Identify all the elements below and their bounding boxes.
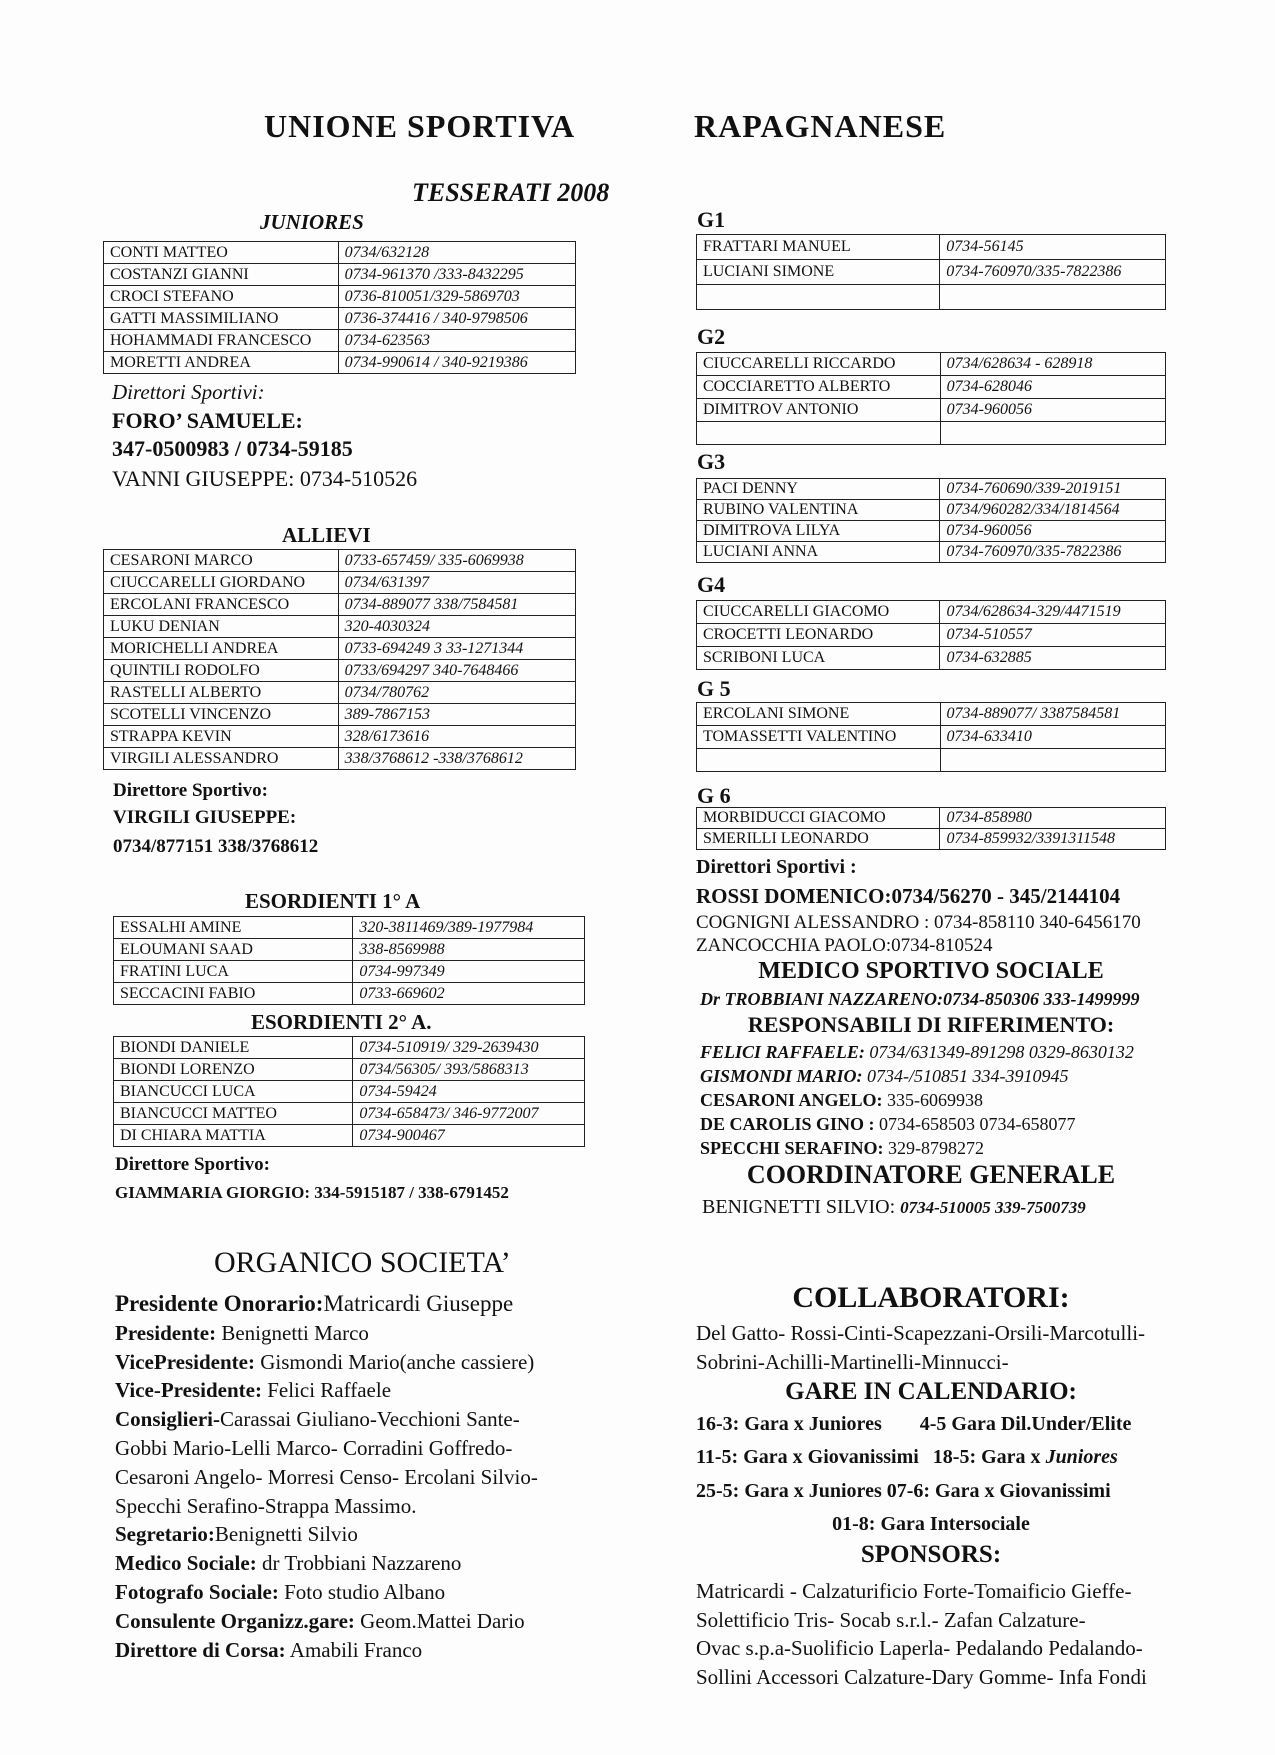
- organico-sep: :: [315, 1291, 324, 1316]
- organico-value: Benignetti Marco: [221, 1320, 369, 1345]
- juniores-director-1-name: FORO’ SAMUELE:: [112, 408, 303, 433]
- giov-phone-cell: 0734-889077/ 3387584581: [940, 703, 1166, 726]
- giov-name-cell: RUBINO VALENTINA: [697, 500, 940, 521]
- gare-row-1: [696, 1413, 1131, 1436]
- esordienti-2-name-cell: BIANCUCCI LUCA: [114, 1081, 353, 1103]
- allievi-phone-cell: 0733-694249 3 33-1271344: [338, 638, 575, 660]
- giov-row: [697, 601, 1166, 624]
- allievi-director-name: VIRGILI GIUSEPPE:: [113, 807, 297, 828]
- giov-table: [696, 478, 1166, 563]
- organico-sep: :: [347, 1608, 361, 1633]
- juniores-row: [104, 330, 576, 352]
- allievi-row: [104, 594, 576, 616]
- allievi-phone-cell: 338/3768612 -338/3768612: [338, 748, 575, 770]
- esordienti-1-name-cell: ESSALHI AMINE: [114, 917, 353, 939]
- giov-phone-cell: 0734/628634-329/4471519: [940, 601, 1166, 624]
- giov-row: [697, 376, 1166, 399]
- allievi-name-cell: SCOTELLI VINCENZO: [104, 704, 339, 726]
- organico-role: Segretario: [115, 1522, 208, 1547]
- responsabile-line: [700, 1112, 1134, 1136]
- juniores-director-2: VANNI GIUSEPPE: 0734-510526: [112, 466, 418, 491]
- organico-value: Geom.Mattei Dario: [360, 1608, 525, 1633]
- sponsor-line: Ovac s.p.a-Suolificio Laperla- Pedalando Pedalando-: [696, 1636, 1143, 1660]
- giov-group-title: G4: [697, 572, 726, 597]
- allievi-row: [104, 682, 576, 704]
- allievi-row: [104, 572, 576, 594]
- giov-group-title: G 5: [697, 676, 731, 701]
- giov-name-cell: DIMITROVA LILYA: [697, 521, 940, 542]
- responsabile-line: [700, 1040, 1134, 1064]
- collaboratori-line-2: Sobrini-Achilli-Martinelli-Minnucci-: [696, 1350, 1009, 1374]
- allievi-row: [104, 638, 576, 660]
- juniores-row: [104, 308, 576, 330]
- juniores-phone-cell: 0734-990614 / 340-9219386: [338, 352, 575, 374]
- collaboratori-line-1: Del Gatto- Rossi-Cinti-Scapezzani-Orsili-Marcotulli-: [696, 1321, 1146, 1345]
- sponsors-title: SPONSORS:: [860, 1541, 1002, 1568]
- giov-director-3: ZANCOCCHIA PAOLO:0734-810524: [696, 935, 993, 956]
- giov-row: [697, 542, 1166, 563]
- allievi-name-cell: VIRGILI ALESSANDRO: [104, 748, 339, 770]
- organico-line: [115, 1549, 538, 1578]
- giov-phone-cell: 0734-859932/3391311548: [940, 829, 1166, 850]
- esordienti-1-name-cell: ELOUMANI SAAD: [114, 939, 353, 961]
- organico-line: [115, 1520, 538, 1549]
- giov-row: [697, 235, 1166, 260]
- organico-value: Gobbi Mario-Lelli Marco- Corradini Goffredo-: [115, 1435, 513, 1460]
- giov-name-cell: PACI DENNY: [697, 479, 940, 500]
- juniores-name-cell: MORETTI ANDREA: [104, 352, 339, 374]
- esordienti-2-phone-cell: 0734-900467: [353, 1125, 585, 1147]
- allievi-row: [104, 748, 576, 770]
- giov-phone-cell: 0734-510557: [940, 624, 1166, 647]
- responsabili-list: [700, 1040, 1134, 1160]
- allievi-director-phone: 0734/877151 338/3768612: [113, 836, 319, 857]
- giov-phone-cell: 0734-56145: [940, 235, 1166, 260]
- medico-line: Dr TROBBIANI NAZZARENO:0734-850306 333-1499999: [700, 989, 1140, 1009]
- organico-value: Gismondi Mario(anche cassiere): [260, 1349, 535, 1374]
- giov-table: [696, 234, 1166, 310]
- responsabile-name: CESARONI ANGELO:: [700, 1090, 883, 1110]
- organico-role: Direttore di Corsa:: [115, 1637, 286, 1662]
- allievi-row: [104, 660, 576, 682]
- coordinatore-title: COORDINATORE GENERALE: [746, 1160, 1116, 1189]
- organico-line: [115, 1376, 538, 1405]
- organico-line: [115, 1434, 538, 1463]
- esordienti-2-name-cell: DI CHIARA MATTIA: [114, 1125, 353, 1147]
- club-name-right: RAPAGNANESE: [694, 108, 947, 144]
- organico-line: [115, 1463, 538, 1492]
- allievi-name-cell: QUINTILI RODOLFO: [104, 660, 339, 682]
- giov-row: [697, 399, 1166, 422]
- organico-line: [115, 1290, 538, 1319]
- allievi-phone-cell: 0734-889077 338/7584581: [338, 594, 575, 616]
- esordienti-2-name-cell: BIANCUCCI MATTEO: [114, 1103, 353, 1125]
- giov-directors-label: Direttori Sportivi :: [696, 856, 857, 878]
- allievi-phone-cell: 389-7867153: [338, 704, 575, 726]
- organico-value: Cesaroni Angelo- Morresi Censo- Ercolani Silvio-: [115, 1464, 538, 1489]
- organico-sep: :: [254, 1378, 268, 1403]
- giov-row: [697, 624, 1166, 647]
- giov-phone-cell: 0734-858980: [940, 808, 1166, 829]
- organico-line: [115, 1636, 538, 1665]
- organico-role: VicePresidente: [115, 1349, 248, 1374]
- giov-row: [697, 703, 1166, 726]
- giov-phone-cell: [940, 285, 1166, 310]
- giov-row: [697, 500, 1166, 521]
- juniores-phone-cell: 0734/632128: [338, 242, 575, 264]
- organico-sep: :: [249, 1551, 262, 1576]
- organico-line: [115, 1492, 538, 1521]
- esordienti-2-row: [114, 1125, 585, 1147]
- organico-value: Matricardi Giuseppe: [323, 1291, 514, 1316]
- giov-phone-cell: 0734-628046: [940, 376, 1165, 399]
- responsabile-phone: 0734-/510851 334-3910945: [862, 1066, 1069, 1086]
- esordienti-2-row: [114, 1059, 585, 1081]
- organico-value: Felici Raffaele: [267, 1378, 392, 1403]
- club-name-left: UNIONE SPORTIVA: [264, 108, 576, 144]
- juniores-row: [104, 264, 576, 286]
- organico-role: Consiglieri: [115, 1407, 213, 1432]
- giov-phone-cell: 0734-960056: [940, 399, 1165, 422]
- gare-title: GARE IN CALENDARIO:: [785, 1378, 1077, 1405]
- gare-row-2: [696, 1446, 1118, 1469]
- esordienti-1-row: [114, 917, 585, 939]
- giov-name-cell: FRATTARI MANUEL: [697, 235, 940, 260]
- coordinatore-line: [702, 1196, 1086, 1219]
- juniores-title: JUNIORES: [260, 210, 364, 234]
- esordienti-2-row: [114, 1081, 585, 1103]
- esordienti-2-phone-cell: 0734/56305/ 393/5868313: [353, 1059, 585, 1081]
- esordienti-1-phone-cell: 338-8569988: [353, 939, 585, 961]
- juniores-phone-cell: 0736-810051/329-5869703: [338, 286, 575, 308]
- giov-table: [696, 702, 1166, 772]
- allievi-phone-cell: 320-4030324: [338, 616, 575, 638]
- allievi-name-cell: CESARONI MARCO: [104, 550, 339, 572]
- gare-1a: 16-3: Gara x Juniores: [696, 1413, 882, 1435]
- esordienti-2-name-cell: BIONDI LORENZO: [114, 1059, 353, 1081]
- allievi-row: [104, 704, 576, 726]
- sponsor-line: Matricardi - Calzaturificio Forte-Tomaificio Gieffe-: [696, 1579, 1132, 1603]
- responsabile-name: DE CAROLIS GINO :: [700, 1114, 875, 1134]
- responsabile-line: [700, 1088, 1134, 1112]
- organico-line: [115, 1578, 538, 1607]
- organico-role: Fotografo Sociale: [115, 1579, 272, 1604]
- gare-2b: 18-5: Gara x: [932, 1446, 1046, 1468]
- giov-group-title: G 6: [697, 783, 731, 808]
- organico-sep: :: [207, 1522, 215, 1547]
- organico-role: Consulente Organizz.gare: [115, 1608, 348, 1633]
- giov-director-2: COGNIGNI ALESSANDRO : 0734-858110 340-6456170: [696, 912, 1141, 933]
- giov-row: [697, 726, 1166, 749]
- responsabile-line: [700, 1136, 1134, 1160]
- juniores-phone-cell: 0734-623563: [338, 330, 575, 352]
- allievi-title: ALLIEVI: [282, 523, 371, 547]
- organico-sep: :: [247, 1349, 261, 1374]
- giov-row: [697, 521, 1166, 542]
- giov-name-cell: MORBIDUCCI GIACOMO: [697, 808, 940, 829]
- giov-director-1: ROSSI DOMENICO:0734/56270 - 345/2144104: [696, 884, 1121, 908]
- esordienti-1-phone-cell: 320-3811469/389-1977984: [353, 917, 585, 939]
- giov-row: [697, 808, 1166, 829]
- organico-role: Medico Sociale: [115, 1551, 250, 1576]
- giov-name-cell: SCRIBONI LUCA: [697, 647, 940, 670]
- juniores-row: [104, 286, 576, 308]
- allievi-name-cell: ERCOLANI FRANCESCO: [104, 594, 339, 616]
- organico-sep: :: [209, 1320, 222, 1345]
- esordienti-2-title: ESORDIENTI 2° A.: [251, 1010, 432, 1034]
- giov-row: [697, 260, 1166, 285]
- esordienti-1-row: [114, 961, 585, 983]
- giov-table: [696, 352, 1166, 445]
- esordienti-2-row: [114, 1103, 585, 1125]
- giov-table: [696, 600, 1166, 670]
- giov-name-cell: LUCIANI SIMONE: [697, 260, 940, 285]
- organico-sep: -: [213, 1407, 220, 1432]
- allievi-name-cell: CIUCCARELLI GIORDANO: [104, 572, 339, 594]
- juniores-table: [103, 241, 576, 374]
- season-title: TESSERATI 2008: [412, 178, 610, 207]
- organico-list: [115, 1290, 538, 1664]
- giov-phone-cell: 0734/960282/334/1814564: [940, 500, 1166, 521]
- organico-sep: :: [271, 1579, 285, 1604]
- giov-phone-cell: 0734-760970/335-7822386: [940, 260, 1166, 285]
- giov-phone-cell: [940, 749, 1166, 772]
- juniores-name-cell: CONTI MATTEO: [104, 242, 339, 264]
- allievi-row: [104, 616, 576, 638]
- juniores-directors-label: Direttori Sportivi:: [112, 380, 265, 404]
- allievi-phone-cell: 0734/631397: [338, 572, 575, 594]
- giov-phone-cell: 0734-760970/335-7822386: [940, 542, 1166, 563]
- organico-role: Vice-Presidente: [115, 1378, 255, 1403]
- esordienti-1-row: [114, 983, 585, 1005]
- juniores-row: [104, 352, 576, 374]
- esordienti-2-phone-cell: 0734-658473/ 346-9772007: [353, 1103, 585, 1125]
- organico-value: dr Trobbiani Nazzareno: [261, 1551, 462, 1576]
- giov-name-cell: [697, 285, 940, 310]
- gare-1b: 4-5 Gara Dil.Under/Elite: [919, 1413, 1132, 1435]
- organico-title: ORGANICO SOCIETA’: [214, 1246, 511, 1279]
- juniores-phone-cell: 0734-961370 /333-8432295: [338, 264, 575, 286]
- allievi-table: [103, 549, 576, 770]
- giov-group-title: G1: [697, 207, 726, 232]
- allievi-phone-cell: 0733/694297 340-7648466: [338, 660, 575, 682]
- organico-role: Presidente: [115, 1320, 210, 1345]
- giov-row: [697, 749, 1166, 772]
- allievi-row: [104, 726, 576, 748]
- giov-name-cell: CIUCCARELLI GIACOMO: [697, 601, 940, 624]
- esordienti-1-name-cell: FRATINI LUCA: [114, 961, 353, 983]
- allievi-phone-cell: 0733-657459/ 335-6069938: [338, 550, 575, 572]
- coordinatore-name: BENIGNETTI SILVIO:: [702, 1196, 901, 1218]
- responsabile-phone: 329-8798272: [883, 1138, 985, 1158]
- coordinatore-phone: 0734-510005 339-7500739: [900, 1198, 1086, 1217]
- giov-phone-cell: 0734-632885: [940, 647, 1166, 670]
- giov-name-cell: SMERILLI LEONARDO: [697, 829, 940, 850]
- juniores-phone-cell: 0736-374416 / 340-9798506: [338, 308, 575, 330]
- giov-row: [697, 479, 1166, 500]
- responsabile-name: SPECCHI SERAFINO:: [700, 1138, 884, 1158]
- gare-row-4: 01-8: Gara Intersociale: [832, 1513, 1030, 1535]
- giov-phone-cell: 0734/628634 - 628918: [940, 353, 1165, 376]
- giov-name-cell: LUCIANI ANNA: [697, 542, 940, 563]
- sponsor-line: Sollini Accessori Calzature-Dary Gomme- Infa Fondi: [696, 1664, 1147, 1689]
- giov-name-cell: [697, 749, 941, 772]
- allievi-director-label: Direttore Sportivo:: [113, 780, 268, 801]
- allievi-phone-cell: 328/6173616: [338, 726, 575, 748]
- allievi-name-cell: LUKU DENIAN: [104, 616, 339, 638]
- medico-title: MEDICO SPORTIVO SOCIALE: [758, 958, 1104, 984]
- juniores-name-cell: GATTI MASSIMILIANO: [104, 308, 339, 330]
- esordienti-1-row: [114, 939, 585, 961]
- esordienti-1-name-cell: SECCACINI FABIO: [114, 983, 353, 1005]
- organico-value: Benignetti Silvio: [214, 1522, 358, 1547]
- giov-phone-cell: 0734-633410: [940, 726, 1166, 749]
- giov-row: [697, 422, 1166, 445]
- giov-table: [696, 807, 1166, 850]
- giov-row: [697, 353, 1166, 376]
- esordienti-2-phone-cell: 0734-510919/ 329-2639430: [353, 1037, 585, 1059]
- juniores-name-cell: HOHAMMADI FRANCESCO: [104, 330, 339, 352]
- esordienti-1-phone-cell: 0733-669602: [353, 983, 585, 1005]
- allievi-phone-cell: 0734/780762: [338, 682, 575, 704]
- giov-phone-cell: 0734-760690/339-2019151: [940, 479, 1166, 500]
- esordienti-director-label: Direttore Sportivo:: [115, 1154, 270, 1175]
- giov-group-title: G2: [697, 324, 726, 349]
- organico-value: Foto studio Albano: [284, 1579, 446, 1604]
- esordienti-director: GIAMMARIA GIORGIO: 334-5915187 / 338-6791452: [115, 1183, 509, 1202]
- allievi-name-cell: MORICHELLI ANDREA: [104, 638, 339, 660]
- responsabile-phone: 335-6069938: [882, 1090, 984, 1110]
- esordienti-2-table: [113, 1036, 585, 1147]
- responsabile-line: [700, 1064, 1134, 1088]
- organico-line: [115, 1607, 538, 1636]
- sponsors-list: [696, 1577, 1147, 1691]
- giov-name-cell: CIUCCARELLI RICCARDO: [697, 353, 941, 376]
- responsabili-title: RESPONSABILI DI RIFERIMENTO:: [747, 1012, 1115, 1037]
- giov-name-cell: CROCETTI LEONARDO: [697, 624, 940, 647]
- esordienti-2-name-cell: BIONDI DANIELE: [114, 1037, 353, 1059]
- allievi-name-cell: RASTELLI ALBERTO: [104, 682, 339, 704]
- collaboratori-title: COLLABORATORI:: [792, 1281, 1070, 1314]
- organico-line: [115, 1405, 538, 1434]
- sponsor-line: Solettificio Tris- Socab s.r.l.- Zafan Calzature-: [696, 1607, 1086, 1632]
- juniores-name-cell: CROCI STEFANO: [104, 286, 339, 308]
- giov-phone-cell: 0734-960056: [940, 521, 1166, 542]
- giov-row: [697, 647, 1166, 670]
- responsabile-name: GISMONDI MARIO:: [700, 1066, 863, 1086]
- esordienti-2-phone-cell: 0734-59424: [353, 1081, 585, 1103]
- juniores-name-cell: COSTANZI GIANNI: [104, 264, 339, 286]
- organico-line: [115, 1348, 538, 1377]
- allievi-name-cell: STRAPPA KEVIN: [104, 726, 339, 748]
- giov-row: [697, 285, 1166, 310]
- giov-name-cell: ERCOLANI SIMONE: [697, 703, 941, 726]
- responsabile-phone: 0734-658503 0734-658077: [874, 1114, 1076, 1134]
- gare-2a: 11-5: Gara x Giovanissimi: [696, 1446, 919, 1468]
- esordienti-1-title: ESORDIENTI 1° A: [245, 889, 421, 913]
- organico-role: Presidente Onorario: [115, 1291, 316, 1316]
- giov-row: [697, 829, 1166, 850]
- responsabile-name: FELICI RAFFAELE:: [700, 1042, 865, 1062]
- gare-2c: Juniores: [1045, 1446, 1118, 1468]
- organico-line: [115, 1319, 538, 1348]
- organico-value: Carassai Giuliano-Vecchioni Sante-: [220, 1407, 520, 1432]
- juniores-row: [104, 242, 576, 264]
- giov-name-cell: [697, 422, 941, 445]
- giov-name-cell: COCCIARETTO ALBERTO: [697, 376, 941, 399]
- esordienti-2-row: [114, 1037, 585, 1059]
- giov-name-cell: DIMITROV ANTONIO: [697, 399, 941, 422]
- esordienti-1-phone-cell: 0734-997349: [353, 961, 585, 983]
- esordienti-1-table: [113, 916, 585, 1005]
- responsabile-phone: 0734/631349-891298 0329-8630132: [864, 1042, 1134, 1062]
- juniores-director-1-phone: 347-0500983 / 0734-59185: [112, 436, 353, 461]
- organico-value: Specchi Serafino-Strappa Massimo.: [115, 1493, 417, 1518]
- giov-name-cell: TOMASSETTI VALENTINO: [697, 726, 941, 749]
- organico-value: Amabili Franco: [289, 1637, 423, 1662]
- allievi-row: [104, 550, 576, 572]
- gare-row-3: 25-5: Gara x Juniores 07-6: Gara x Giovanissimi: [696, 1480, 1111, 1502]
- giov-group-title: G3: [697, 449, 726, 474]
- giov-phone-cell: [940, 422, 1165, 445]
